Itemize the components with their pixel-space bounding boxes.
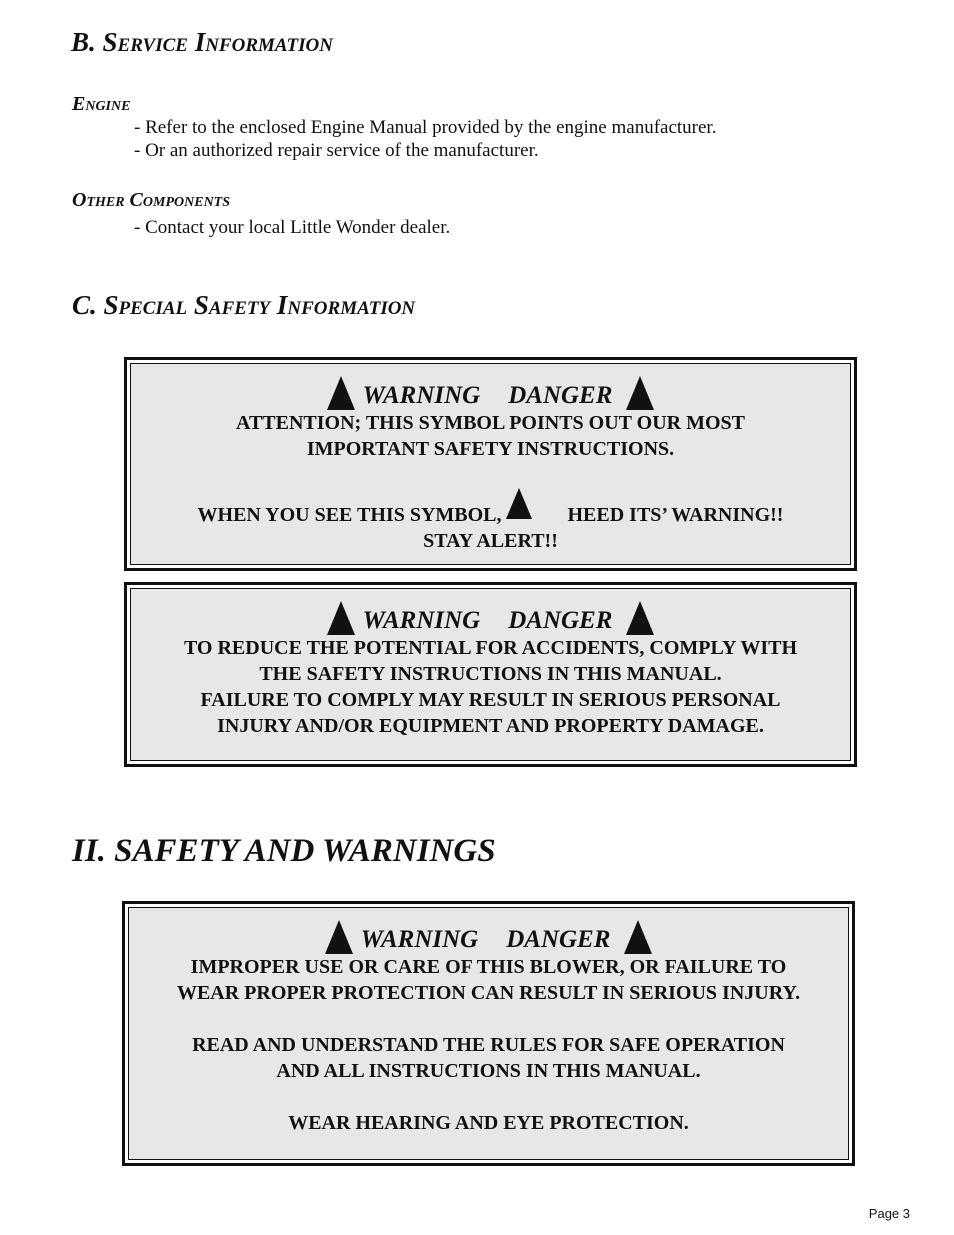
symbol-line-after: HEED ITS’ WARNING!! <box>567 504 784 526</box>
warning-box-attention <box>124 357 857 571</box>
warning-box-accidents <box>124 582 857 767</box>
warning-triangle-icon <box>325 920 353 954</box>
engine-heading: Engine <box>72 93 131 115</box>
section-ii-title: II. SAFETY AND WARNINGS <box>72 833 496 869</box>
box-text-line: IMPORTANT SAFETY INSTRUCTIONS. <box>306 438 675 460</box>
warning-triangle-icon <box>624 920 652 954</box>
box-text-line: TO REDUCE THE POTENTIAL FOR ACCIDENTS, COMPLY WITH <box>183 637 798 659</box>
warning-triangle-icon <box>626 376 654 410</box>
box-text-line: INJURY AND/OR EQUIPMENT AND PROPERTY DAMAGE. <box>217 715 764 737</box>
danger-label: DANGER <box>508 607 613 634</box>
symbol-line-before: WHEN YOU SEE THIS SYMBOL, <box>197 504 502 526</box>
box-text-line: READ AND UNDERSTAND THE RULES FOR SAFE OPERATION <box>192 1034 785 1056</box>
warning-box-blower <box>122 901 855 1166</box>
box-text-line: THE SAFETY INSTRUCTIONS IN THIS MANUAL. <box>259 663 722 685</box>
box-text-line: WEAR HEARING AND EYE PROTECTION. <box>288 1112 689 1134</box>
warning-box-accidents-panel <box>130 588 851 761</box>
symbol-line <box>131 488 850 528</box>
warning-triangle-icon <box>626 601 654 635</box>
warning-label: WARNING <box>360 926 479 953</box>
warning-triangle-icon <box>506 488 532 519</box>
warning-box-blower-panel <box>128 907 849 1160</box>
warning-box-attention-panel <box>130 363 851 565</box>
danger-label: DANGER <box>508 382 613 409</box>
box-text-line: ATTENTION; THIS SYMBOL POINTS OUT OUR MOST <box>235 412 745 434</box>
other-components-heading: Other Components <box>72 189 231 211</box>
other-components-line-1: - Contact your local Little Wonder dealer. <box>134 217 451 238</box>
section-c-title: C. Special Safety Information <box>72 290 416 320</box>
warning-danger-header <box>131 597 850 635</box>
box-text-line: FAILURE TO COMPLY MAY RESULT IN SERIOUS PERSONAL <box>200 689 781 711</box>
warning-triangle-icon <box>327 601 355 635</box>
warning-label: WARNING <box>362 607 481 634</box>
box-text-line: WEAR PROPER PROTECTION CAN RESULT IN SERIOUS INJURY. <box>176 982 801 1004</box>
box-text-line: AND ALL INSTRUCTIONS IN THIS MANUAL. <box>276 1060 701 1082</box>
warning-danger-header <box>131 372 850 410</box>
warning-danger-header <box>129 916 848 954</box>
engine-line-2: - Or an authorized repair service of the manufacturer. <box>134 140 539 161</box>
section-b-title: B. Service Information <box>71 27 333 57</box>
danger-label: DANGER <box>506 926 611 953</box>
warning-triangle-icon <box>327 376 355 410</box>
box-text-line: IMPROPER USE OR CARE OF THIS BLOWER, OR FAILURE TO <box>190 956 787 978</box>
engine-line-1: - Refer to the enclosed Engine Manual provided by the engine manufacturer. <box>134 117 717 138</box>
warning-label: WARNING <box>362 382 481 409</box>
stay-alert-line: STAY ALERT!! <box>423 530 558 552</box>
page-number: Page 3 <box>868 1206 910 1221</box>
